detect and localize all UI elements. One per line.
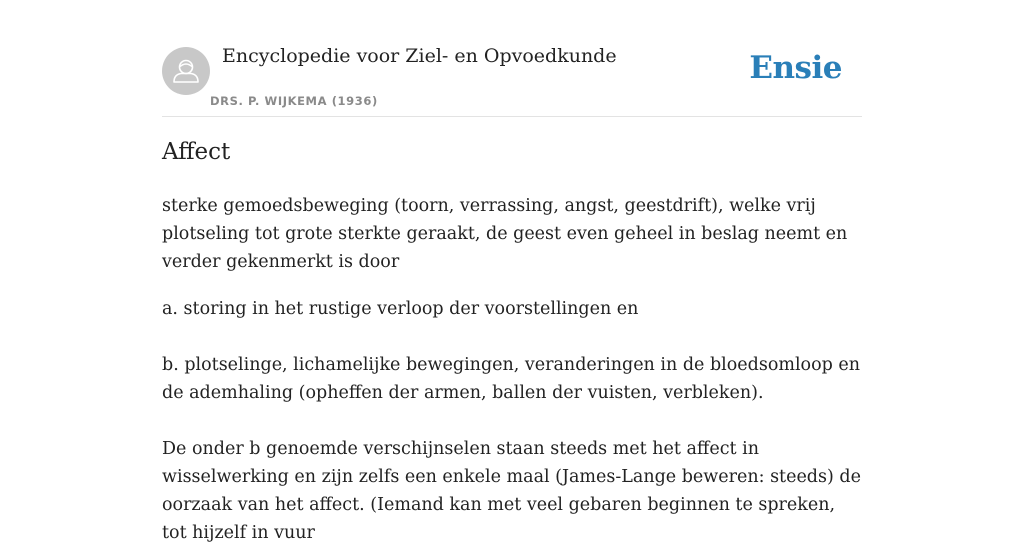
header	[162, 0, 862, 117]
source-title[interactable]: Encyclopedie voor Ziel- en Opvoedkunde	[222, 45, 617, 67]
author-avatar[interactable]	[162, 47, 210, 95]
entry-title: Affect	[162, 139, 231, 165]
paragraph: b. plotselinge, lichamelijke bewegingen, veranderingen in de bloedsomloop en de ademhaling (opheffen der armen, ballen der vuisten, verbleken).	[162, 355, 861, 403]
user-icon	[162, 47, 210, 95]
paragraph: a. storing in het rustige verloop der voorstellingen en	[162, 299, 639, 319]
content-container	[162, 0, 862, 543]
author-byline: DRS. P. WIJKEMA (1936)	[210, 94, 378, 108]
brand-logo[interactable]: Ensie	[749, 50, 842, 86]
paragraph: sterke gemoedsbeweging (toorn, verrassing, angst, geestdrift), welke vrij plotseling tot grote sterkte geraakt, de geest even geheel in beslag neemt en verder gekenmerkt is door	[162, 196, 848, 272]
paragraph: De onder b genoemde verschijnselen staan steeds met het affect in wisselwerking en zijn zelfs een enkele maal (James-Lange beweren: steeds) de oorzaak van het affect. (Iemand kan met veel gebaren beginnen te spreken, tot hijzelf in vuur	[162, 439, 861, 543]
